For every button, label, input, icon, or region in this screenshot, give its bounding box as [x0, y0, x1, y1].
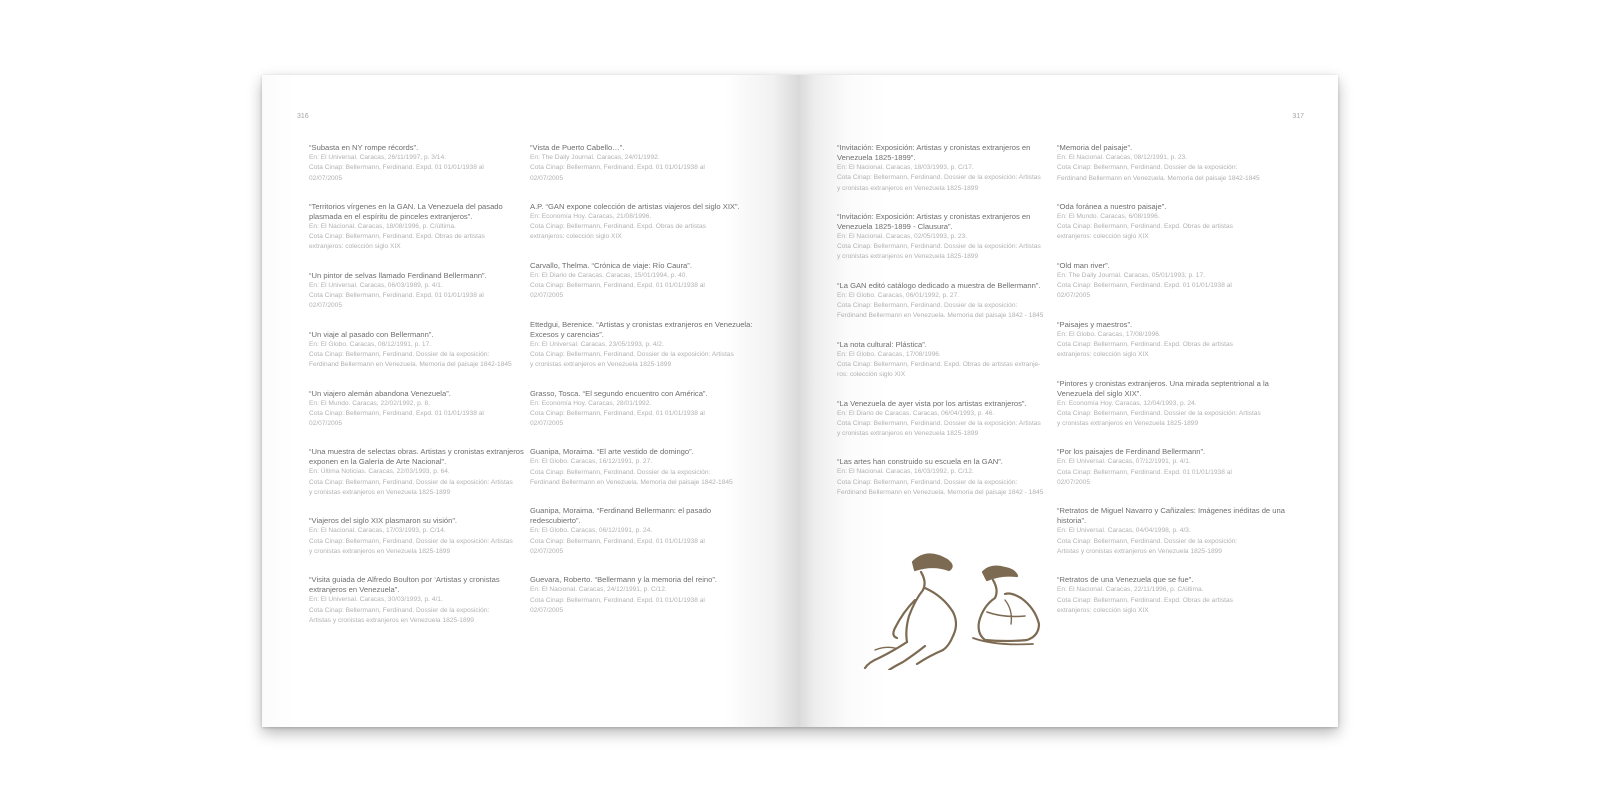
entry-detail: Cota Cinap: Bellermann, Ferdinand. Expd. 01 01/01/1938 al [530, 596, 705, 604]
entry-detail: En: El Globo. Caracas, 17/08/1996. [837, 350, 941, 358]
entry-detail: y cronistas extranjeros en Venezuela 1825-1899 [837, 430, 979, 438]
page-number-right: 317 [1292, 113, 1304, 120]
entry-detail: 02/07/2005 [1057, 292, 1091, 300]
entry-detail: En: El Mundo. Caracas, 22/02/1992, p. 8. [309, 399, 430, 407]
entry-detail: Ferdinand Bellermann en Venezuela. Memoria del paisaje 1842-1845 [1057, 174, 1260, 182]
entry-detail: 02/07/2005 [309, 174, 343, 182]
entry-detail: 02/07/2005 [530, 547, 564, 555]
bibliography-entry [530, 320, 762, 371]
entry-title: “Vista de Puerto Cabello…”. [530, 143, 625, 152]
entry-title: “Por los paisajes de Ferdinand Bellermann”. [1057, 447, 1206, 457]
sketch-hat-left [913, 554, 952, 570]
entry-detail: En: El Nacional. Caracas, 02/05/1993, p. 23. [837, 232, 968, 240]
entry-title: “Retratos de Miguel Navarro y Cañizales: Imágenes inéditas de una historia”. [1057, 506, 1285, 526]
entry-detail: Cota Cinap: Bellermann, Ferdinand. Dossier de la exposición: [309, 350, 490, 358]
bibliography-entry [837, 340, 1059, 381]
entry-detail: Cota Cinap: Bellermann, Ferdinand. Expd. Obras de artistas [1057, 596, 1233, 604]
entry-detail: En: El Universal. Caracas, 06/03/1989, p. 4/1. [309, 281, 443, 289]
entry-detail: En: El Diario de Caracas. Caracas, 15/01/1994, p. 40. [530, 271, 688, 279]
bibliography-entry [530, 506, 762, 557]
entry-detail: Cota Cinap: Bellermann, Ferdinand. Expd. Obras de artistas [309, 233, 485, 241]
entry-detail: 02/07/2005 [530, 606, 564, 614]
entry-detail: En: El Globo. Caracas, 06/12/1991, p. 24. [530, 527, 653, 535]
entry-detail: Ferdinand Bellermann en Venezuela. Memoria del paisaje 1842-1845 [530, 479, 733, 487]
entry-title: Grasso, Tosca. “El segundo encuentro con América”. [530, 388, 708, 398]
entry-detail: Cota Cinap: Bellermann, Ferdinand. Dossier de la exposición: Artistas [837, 174, 1041, 182]
sketch-figure-right [979, 580, 1039, 641]
entry-title: “Invitación: Exposición: Artistas y cronistas extranjeros en Venezuela 1825-1899 - Clausura”. [837, 211, 1031, 231]
bibliography-entry [530, 261, 762, 302]
page-number-left: 316 [297, 113, 309, 120]
entry-title: “Las artes han construido su escuela en la GAN”. [837, 457, 1003, 467]
entry-title: Ettedgui, Berenice. “Artistas y cronistas extranjeros en Venezuela: Excesos y carencias”. [530, 319, 753, 339]
open-book [262, 75, 1338, 727]
entry-detail: extranjeros: colección siglo XIX [309, 243, 401, 251]
entry-detail: En: El Universal. Caracas, 30/03/1993, p. 4/1. [309, 596, 443, 604]
entry-detail: y cronistas extranjeros en Venezuela 1825-1899 [837, 253, 979, 261]
entry-detail: 02/07/2005 [309, 302, 343, 310]
entry-detail: En: El Globo. Caracas, 06/01/1992, p. 27. [837, 291, 960, 299]
entry-detail: extranjeros: colección siglo XIX [1057, 233, 1149, 241]
entry-detail: Ferdinand Bellermann en Venezuela. Memoria del paisaje 1842-1845 [309, 361, 512, 369]
entry-detail: Cota Cinap: Bellermann, Ferdinand. Dossier de la exposición: [530, 468, 711, 476]
entry-title: “Visita guiada de Alfredo Boulton por ‘Artistas y cronistas extranjeros en Venezuela”. [309, 575, 500, 595]
entry-detail: Cota Cinap: Bellermann, Ferdinand. Expd. Obras de artistas extranje- [837, 360, 1041, 368]
entry-detail: Cota Cinap: Bellermann, Ferdinand. Dossier de la exposición: [1057, 537, 1238, 545]
entry-detail: Cota Cinap: Bellermann, Ferdinand. Dossier de la exposición: Artistas [837, 243, 1041, 251]
bibliography-entry [309, 143, 531, 184]
entry-title: “Un pintor de selvas llamado Ferdinand Bellermann”. [309, 270, 487, 280]
entry-title: “Un viajero alemán abandona Venezuela”. [309, 388, 451, 398]
entry-title: “Invitación: Exposición: Artistas y cronistas extranjeros en Venezuela 1825-1899”. [837, 143, 1031, 162]
entry-detail: Cota Cinap: Bellermann, Ferdinand. Expd. 01 01/01/1938 al [309, 409, 484, 417]
entry-detail: y cronistas extranjeros en Venezuela 1825-1899 [1057, 420, 1199, 428]
sketch-arm-left [893, 600, 915, 638]
entry-detail: Cota Cinap: Bellermann, Ferdinand. Expd. Obras de artistas [1057, 340, 1233, 348]
entry-detail: En: El Nacional. Caracas, 18/08/1996, p. C/última. [309, 222, 456, 230]
entry-title: “Memoria del paisaje”. [1057, 143, 1133, 152]
bibliography-entry [837, 143, 1059, 194]
entry-detail: Cota Cinap: Bellermann, Ferdinand. Dossier de la exposición: [837, 302, 1018, 310]
entry-detail: En: El Diario de Caracas. Caracas, 06/04/1993, p. 46. [837, 409, 995, 417]
entry-detail: Cota Cinap: Bellermann, Ferdinand. Dossier de la exposición: Artistas [530, 350, 734, 358]
bibliography-entry [309, 271, 531, 312]
bibliography-entry [837, 457, 1059, 498]
entry-detail: En: The Daily Journal. Caracas, 05/01/1993, p. 17. [1057, 271, 1205, 279]
entry-title: “Old man river”. [1057, 260, 1110, 270]
bibliography-entry [530, 202, 762, 243]
entry-title: “La GAN editó catálogo dedicado a muestra de Bellermann”. [837, 280, 1041, 290]
left-column-2 [530, 143, 762, 634]
bibliography-entry [309, 330, 531, 371]
entry-detail: Cota Cinap: Bellermann, Ferdinand. Expd. 01 01/01/1938 al [530, 282, 705, 290]
bibliography-entry [530, 389, 762, 430]
bibliography-entry [1057, 575, 1289, 616]
entry-title: “Un viaje al pasado con Bellermann”. [309, 329, 434, 339]
sketch-figure-left [906, 572, 956, 650]
bibliography-entry [837, 212, 1059, 263]
entry-detail: extranjeros: colección siglo XIX [1057, 606, 1149, 614]
entry-detail: Cota Cinap: Bellermann, Ferdinand. Dossier de la exposición: [1057, 164, 1238, 172]
entry-detail: En: El Universal. Caracas, 07/12/1991, p. 4/1. [1057, 458, 1191, 466]
entry-title: “La nota cultural: Plástica”. [837, 339, 927, 349]
bibliography-entry [1057, 506, 1289, 557]
entry-detail: extranjeros: colección siglo XIX [1057, 351, 1149, 359]
entry-detail: En: Última Noticias. Caracas, 22/03/1993, p. 64. [309, 468, 450, 476]
bibliography-entry [1057, 320, 1289, 361]
left-column-1 [309, 143, 531, 644]
entry-detail: y cronistas extranjeros en Venezuela 1825-1899 [309, 489, 451, 497]
entry-detail: Cota Cinap: Bellermann, Ferdinand. Expd. 01 01/01/1938 al [309, 164, 484, 172]
entry-title: “Viajeros del siglo XIX plasmaron su visión”. [309, 516, 458, 526]
travelers-sketch-illustration [855, 550, 1055, 670]
entry-detail: En: Economía Hoy. Caracas, 12/04/1993, p. 24. [1057, 399, 1197, 407]
entry-title: “Territorios vírgenes en la GAN. La Venezuela del pasado plasmada en el espíritu de pinceles extranjeros”. [309, 201, 503, 221]
entry-detail: 02/07/2005 [309, 420, 343, 428]
entry-detail: En: El Nacional. Caracas, 16/03/1992, p. C/12. [837, 468, 974, 476]
entry-detail: Cota Cinap: Bellermann, Ferdinand. Dossier de la exposición: Artistas [309, 537, 513, 545]
entry-detail: En: El Nacional. Caracas, 22/11/1996, p. C/última. [1057, 586, 1204, 594]
entry-detail: ros: colección siglo XIX [837, 371, 906, 379]
bibliography-entry [530, 143, 762, 184]
bibliography-entry [309, 516, 531, 557]
entry-title: Carvallo, Thelma. “Crónica de viaje: Río Caura”. [530, 260, 692, 270]
entry-title: “Una muestra de selectas obras. Artistas y cronistas extranjeros exponen en la Galería de Arte Nacional”. [309, 447, 524, 467]
bibliography-entry [837, 399, 1059, 440]
entry-detail: En: El Nacional. Caracas, 18/03/1993, p. C/17. [837, 164, 974, 171]
entry-detail: Cota Cinap: Bellermann, Ferdinand. Expd. 01 01/01/1938 al [1057, 282, 1232, 290]
entry-detail: y cronistas extranjeros en Venezuela 1825-1899 [309, 547, 451, 555]
entry-detail: Cota Cinap: Bellermann, Ferdinand. Dossier de la exposición: [309, 606, 490, 614]
entry-title: “Pintores y cronistas extranjeros. Una mirada septentrional a la Venezuela del siglo XIX”. [1057, 378, 1269, 398]
entry-detail: En: El Mundo. Caracas, 6/08/1996. [1057, 212, 1160, 220]
entry-detail: Cota Cinap: Bellermann, Ferdinand. Expd. 01 01/01/1938 al [530, 164, 705, 172]
entry-detail: Cota Cinap: Bellermann, Ferdinand. Expd. Obras de artistas [1057, 223, 1233, 231]
bibliography-entry [1057, 447, 1289, 488]
entry-detail: Cota Cinap: Bellermann, Ferdinand. Expd. Obras de artistas [530, 223, 706, 231]
entry-title: Guanipa, Moraima. “El arte vestido de domingo”. [530, 447, 694, 457]
bibliography-entry [309, 447, 531, 498]
entry-detail: Ferdinand Bellermann en Venezuela. Memoria del paisaje 1842 - 1845 [837, 489, 1044, 497]
entry-detail: Cota Cinap: Bellermann, Ferdinand. Expd. 01 01/01/1938 al [530, 409, 705, 417]
entry-title: Guevara, Roberto. “Bellermann y la memoria del reino”. [530, 575, 717, 585]
entry-detail: En: El Globo. Caracas, 17/08/1996. [1057, 330, 1161, 338]
entry-detail: En: El Globo. Caracas, 16/12/1991, p. 27. [530, 458, 653, 466]
entry-detail: En: El Nacional. Caracas, 08/12/1991, p. 23. [1057, 154, 1188, 161]
bibliography-entry [309, 575, 531, 626]
bibliography-entry [530, 447, 762, 488]
entry-detail: 02/07/2005 [530, 174, 564, 182]
entry-detail: Cota Cinap: Bellermann, Ferdinand. Dossier de la exposición: Artistas [837, 419, 1041, 427]
entry-detail: y cronistas extranjeros en Venezuela 1825-1899 [530, 361, 672, 369]
entry-detail: extranjeros: colección siglo XIX [530, 233, 622, 241]
entry-detail: Cota Cinap: Bellermann, Ferdinand. Dossier de la exposición: [837, 478, 1018, 486]
entry-detail: En: El Nacional. Caracas, 17/03/1993, p. C/14. [309, 527, 446, 535]
entry-title: Guanipa, Moraima. “Ferdinand Bellermann: el pasado redescubierto”. [530, 506, 712, 526]
right-column-2 [1057, 143, 1289, 634]
entry-title: “Retratos de una Venezuela que se fue”. [1057, 575, 1194, 585]
sketch-legs-left [865, 642, 943, 670]
entry-detail: y cronistas extranjeros en Venezuela 1825-1899 [837, 184, 979, 192]
bibliography-entry [837, 281, 1059, 322]
entry-detail: Cota Cinap: Bellermann, Ferdinand. Expd. 01 01/01/1938 al [1057, 468, 1232, 476]
entry-title: “Subasta en NY rompe récords”. [309, 143, 419, 152]
entry-detail: 02/07/2005 [1057, 479, 1091, 487]
entry-title: “Oda foránea a nuestro paisaje”. [1057, 201, 1167, 211]
left-page [262, 75, 800, 727]
entry-detail: Cota Cinap: Bellermann, Ferdinand. Expd. 01 01/01/1938 al [530, 537, 705, 545]
entry-detail: Artistas y cronistas extranjeros en Venezuela 1825-1899 [309, 616, 474, 624]
right-column-1 [837, 143, 1059, 516]
bibliography-entry [1057, 261, 1289, 302]
entry-detail: En: El Globo. Caracas, 08/12/1991, p. 17. [309, 340, 432, 348]
bibliography-entry [309, 389, 531, 430]
entry-detail: En: El Universal. Caracas, 04/04/1998, p. 4/3. [1057, 527, 1191, 535]
bibliography-entry [1057, 379, 1289, 430]
entry-title: “La Venezuela de ayer vista por los artistas extranjeros”. [837, 398, 1027, 408]
entry-detail: Cota Cinap: Bellermann, Ferdinand. Expd. 01 01/01/1938 al [309, 292, 484, 300]
entry-title: A.P. “GAN expone colección de artistas viajeros del siglo XIX”. [530, 201, 740, 211]
entry-detail: 02/07/2005 [530, 292, 564, 300]
entry-detail: 02/07/2005 [530, 420, 564, 428]
entry-detail: En: El Universal. Caracas, 26/11/1997, p. 3/14. [309, 154, 446, 161]
entry-detail: Ferdinand Bellermann en Venezuela. Memoria del paisaje 1842 - 1845 [837, 312, 1044, 320]
entry-detail: Cota Cinap: Bellermann, Ferdinand. Dossier de la exposición: Artistas [1057, 409, 1261, 417]
bibliography-entry [309, 202, 531, 253]
entry-title: “Paisajes y maestros”. [1057, 319, 1133, 329]
bibliography-entry [530, 575, 762, 616]
bibliography-entry [1057, 202, 1289, 243]
entry-detail: Artistas y cronistas extranjeros en Venezuela 1825-1899 [1057, 547, 1222, 555]
entry-detail: En: El Nacional. Caracas, 24/12/1991, p. C/12. [530, 586, 667, 594]
entry-detail: En: Economía Hoy. Caracas, 28/01/1992. [530, 399, 652, 407]
right-page [800, 75, 1338, 727]
entry-detail: En: The Daily Journal. Caracas, 24/01/1992. [530, 154, 660, 161]
entry-detail: En: Economía Hoy. Caracas, 21/08/1996. [530, 212, 652, 220]
entry-detail: Cota Cinap: Bellermann, Ferdinand. Dossier de la exposición: Artistas [309, 478, 513, 486]
bibliography-entry [1057, 143, 1289, 184]
sketch-hat-right [983, 567, 1017, 580]
entry-detail: En: El Universal. Caracas, 23/05/1993, p. 4/2. [530, 340, 664, 348]
